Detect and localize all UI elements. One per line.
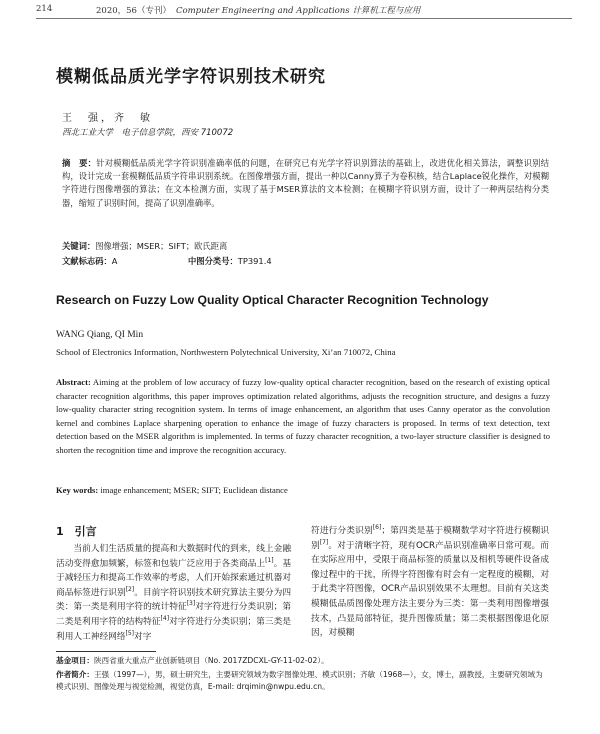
english-keywords: [56, 485, 288, 495]
author-bio-label: 作者简介：: [56, 670, 94, 679]
body-text: 符进行分类识别: [311, 526, 373, 536]
english-keywords-label: Key words:: [56, 485, 99, 495]
citation: [5]: [125, 629, 134, 637]
clc-block: [188, 255, 272, 267]
body-text: 当前人们生活质量的提高和大数据时代的到来，线上金融活动变得愈加频繁，标签和包装广泛应用于各类商品上: [56, 544, 292, 569]
section-heading: 1 引言: [56, 525, 97, 538]
author-bio-footnote: [56, 669, 550, 693]
journal-name: Computer Engineering and Applications 计算机工程与应用: [176, 6, 421, 16]
body-column-left: [56, 542, 291, 644]
english-abstract: [56, 376, 550, 458]
footnote-divider: [56, 651, 156, 652]
body-text: 。对于清晰字符，现有OCR产品识别准确率日常可观。而在实际应用中，受限于商品标签的质量以及相机等硬件设备成像过程中的干扰，所得字符图像有时会有一定程度的模糊，对于此类字符图像，OCR产品识别效果不太理想。目前有关这类模糊低品质图像处理方法主要分为三类：第一类利用图像增强技术，凸显局部特征，提升图像质量；第二类根据图像退化原因，对模糊: [311, 540, 549, 639]
running-header: [36, 4, 572, 19]
funding-footnote: [56, 655, 550, 667]
doc-code: A: [111, 256, 118, 266]
body-text: 。目前字符识别技术研究算法主要分为四类：第一类是利用字符的统计特征: [56, 587, 292, 613]
clc-number: TP391.4: [237, 256, 272, 266]
body-paragraph: [311, 524, 549, 641]
chinese-affiliation: 西北工业大学 电子信息学院，西安 710072: [62, 128, 234, 138]
volume-info: 2020，56（专刊）: [96, 6, 171, 16]
chinese-keywords: [62, 240, 227, 252]
citation: [1]: [265, 556, 274, 564]
chinese-keywords-label: 关键词：: [62, 241, 96, 251]
citation: [7]: [319, 538, 329, 546]
body-text: 。基于减轻压力和提高工作效率的考虑，人们开始探索通过机器对商品标签进行识别: [56, 558, 292, 598]
funding-label: 基金项目：: [56, 656, 94, 665]
author-bio-text: 王强（1997—），男，硕士研究生，主要研究领域为数字图像处理、模式识别；齐敏（1968—），女，博士，副教授，主要研究领域为模式识别、图像处理与视觉检测，视觉仿真，E-mail: drqimin@nwpu.edu.cn。: [56, 670, 543, 691]
classification-line: [62, 255, 549, 267]
citation: [6]: [372, 524, 382, 532]
funding-text: 陕西省重大重点产业创新链项目（No. 2017ZDCXL-GY-11-02-02）。: [93, 656, 329, 665]
english-affiliation: School of Electronics Information, Northwestern Polytechnical University, Xi’an 710072, China: [56, 347, 396, 357]
body-text: 对字符进行分类识别；第三类是利用人工神经网络: [56, 616, 292, 642]
body-column-right: [311, 524, 549, 641]
doc-code-label: 文献标志码：: [62, 256, 112, 266]
citation: [2]: [125, 585, 135, 593]
chinese-abstract-label: 摘 要：: [62, 158, 97, 168]
body-paragraph: [56, 542, 291, 644]
english-abstract-text: Aiming at the problem of low accuracy of fuzzy low-quality optical character recognition, based on the research of existing optical character recognition algorithms, this paper improves optimization related algorithms, adjusts the recognition structure, and designs a fuzzy low-quality character string recognition system. In terms of image enhancement, an algorithm that uses Canny operator as the convolution kernel and combines Laplace sharpening operation to enhance the image of fuzzy characters is proposed. In terms of text detection, text detection based on the MSER algorithm is implemented. In terms of fuzzy character recognition, a two-layer structure classifier is designed to shorten the recognition time and improve the recognition accuracy.: [56, 377, 550, 455]
english-title: Research on Fuzzy Low Quality Optical Character Recognition Technology: [56, 293, 489, 307]
english-authors: WANG Qiang, QI Min: [56, 330, 144, 340]
english-abstract-label: Abstract:: [56, 377, 91, 387]
body-text: 对字: [134, 631, 152, 642]
chinese-abstract: [62, 157, 549, 210]
citation: [3]: [186, 600, 196, 608]
chinese-abstract-text: 针对模糊低品质光学字符识别准确率低的问题，在研究已有光学字符识别算法的基础上，改进优化相关算法，调整识别结构，设计完成一套模糊低品质字符串识别系统。在图像增强方面，提出一种以Canny算子为卷积核，结合Laplace锐化操作，对模糊字符进行图像增强的算法；在文本检测方面，实现了基于MSER算法的文本检测；在模糊字符识别方面，设计了一种两层结构分类器，缩短了识别时间，提高了识别准确率。: [62, 158, 549, 208]
page-number: 214: [36, 4, 53, 14]
english-keywords-text: image enhancement; MSER; SIFT; Euclidean distance: [100, 485, 288, 495]
body-text: ；第四类是基于模糊数学对字符进行模糊识别: [311, 526, 550, 551]
chinese-title: 模糊低品质光学字符识别技术研究: [56, 67, 326, 87]
clc-label: 中图分类号：: [188, 256, 238, 266]
chinese-authors: 王 强，齐 敏: [62, 113, 153, 124]
body-text: 对字符进行分类识别；第二类是利用字符的结构特征: [56, 602, 292, 627]
citation: [4]: [160, 615, 170, 623]
chinese-keywords-text: 图像增强；MSER；SIFT；欧氏距离: [95, 241, 228, 251]
